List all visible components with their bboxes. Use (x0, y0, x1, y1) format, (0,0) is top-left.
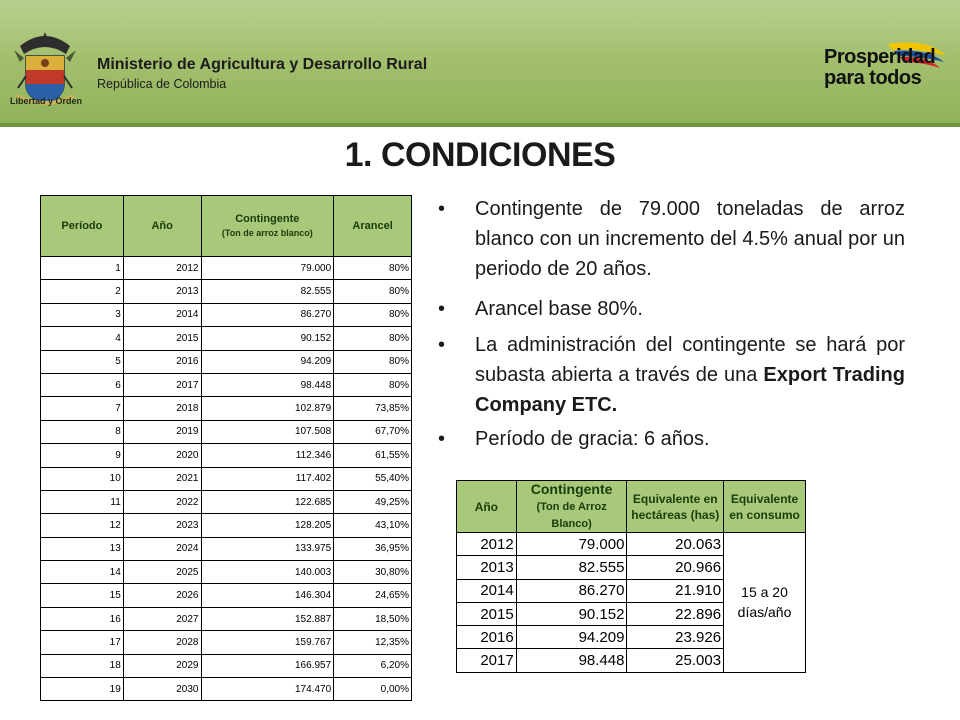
table-row (41, 444, 412, 467)
cell-contingente: 90.152 (516, 602, 627, 625)
table-row (41, 350, 412, 373)
cell-periodo: 1 (41, 257, 124, 280)
cell-anio: 2014 (457, 579, 517, 602)
table-row (41, 607, 412, 630)
cell-periodo: 7 (41, 397, 124, 420)
cell-arancel: 24,65% (334, 584, 412, 607)
cell-contingente: 112.346 (201, 444, 334, 467)
cell-contingente: 86.270 (516, 579, 627, 602)
cell-periodo: 14 (41, 561, 124, 584)
cell-periodo: 9 (41, 444, 124, 467)
header-contingente (201, 196, 334, 257)
cell-arancel: 73,85% (334, 397, 412, 420)
table-row (41, 654, 412, 677)
table-row (41, 257, 412, 280)
table-row (41, 631, 412, 654)
cell-arancel: 30,80% (334, 561, 412, 584)
bullet-contingente (430, 194, 905, 290)
table-row (41, 514, 412, 537)
table-row (41, 280, 412, 303)
cell-periodo: 5 (41, 350, 124, 373)
cell-contingente: 82.555 (201, 280, 334, 303)
bullet-text: La administración del contingente se hará por subasta abierta a través de una (475, 334, 905, 386)
cell-anio: 2021 (123, 467, 201, 490)
bullet-text: Período de gracia: 6 años. (475, 428, 710, 450)
cell-anio: 2013 (457, 556, 517, 579)
cell-anio: 2012 (457, 533, 517, 556)
cell-anio: 2012 (123, 257, 201, 280)
bullet-dot-icon: • (438, 428, 446, 450)
bullet-dot-icon: • (438, 334, 446, 356)
cell-contingente: 174.470 (201, 678, 334, 701)
cell-anio: 2029 (123, 654, 201, 677)
cell-hectareas: 20.966 (627, 556, 724, 579)
cell-anio: 2027 (123, 607, 201, 630)
cell-contingente: 79.000 (201, 257, 334, 280)
cell-anio: 2018 (123, 397, 201, 420)
cell-contingente: 107.508 (201, 420, 334, 443)
cell-hectareas: 23.926 (627, 626, 724, 649)
cell-periodo: 15 (41, 584, 124, 607)
cell-arancel: 36,95% (334, 537, 412, 560)
republic-name: República de Colombia (97, 77, 227, 91)
cell-arancel: 80% (334, 373, 412, 396)
cell-arancel: 80% (334, 280, 412, 303)
cell-contingente: 152.887 (201, 607, 334, 630)
cell-periodo: 19 (41, 678, 124, 701)
header-contingente-sub: (Ton de arroz blanco) (221, 228, 313, 238)
header-periodo: Período (41, 196, 124, 257)
cell-anio: 2014 (123, 303, 201, 326)
quota-table (40, 195, 412, 701)
cell-anio: 2028 (123, 631, 201, 654)
cell-contingente: 98.448 (516, 649, 627, 672)
cell-contingente: 94.209 (516, 626, 627, 649)
cell-arancel: 80% (334, 350, 412, 373)
cell-anio: 2022 (123, 490, 201, 513)
cell-hectareas: 20.063 (627, 533, 724, 556)
cell-anio: 2013 (123, 280, 201, 303)
table-row (41, 327, 412, 350)
cell-anio: 2017 (123, 373, 201, 396)
header2-hectareas: Equivalente en hectáreas (has) (627, 481, 724, 533)
table-row (41, 397, 412, 420)
bullet-dot-icon: • (438, 198, 446, 220)
cell-periodo: 4 (41, 327, 124, 350)
header-anio: Año (123, 196, 201, 257)
cell-anio: 2016 (123, 350, 201, 373)
bullet-dot-icon: • (438, 298, 446, 320)
cell-anio: 2025 (123, 561, 201, 584)
cell-arancel: 55,40% (334, 467, 412, 490)
cell-periodo: 17 (41, 631, 124, 654)
cell-arancel: 61,55% (334, 444, 412, 467)
header-arancel: Arancel (334, 196, 412, 257)
cell-contingente: 98.448 (201, 373, 334, 396)
page-title: 1. CONDICIONES (344, 136, 616, 174)
cell-anio: 2026 (123, 584, 201, 607)
table-row (41, 678, 412, 701)
cell-contingente: 140.003 (201, 561, 334, 584)
cell-contingente: 102.879 (201, 397, 334, 420)
header-contingente-label: Contingente (235, 213, 300, 225)
cell-periodo: 8 (41, 420, 124, 443)
cell-arancel: 12,35% (334, 631, 412, 654)
cell-anio: 2017 (457, 649, 517, 672)
cell-contingente: 122.685 (201, 490, 334, 513)
cell-arancel: 80% (334, 303, 412, 326)
cell-periodo: 18 (41, 654, 124, 677)
cell-arancel: 80% (334, 257, 412, 280)
cell-contingente: 86.270 (201, 303, 334, 326)
cell-periodo: 2 (41, 280, 124, 303)
cell-hectareas: 22.896 (627, 602, 724, 625)
cell-hectareas: 25.003 (627, 649, 724, 672)
cell-contingente: 79.000 (516, 533, 627, 556)
conditions-list (430, 194, 905, 456)
header2-consumo: Equivalente en consumo (724, 481, 806, 533)
cell-periodo: 11 (41, 490, 124, 513)
cell-contingente: 117.402 (201, 467, 334, 490)
table-row (41, 420, 412, 443)
cell-arancel: 0,00% (334, 678, 412, 701)
table-row (41, 303, 412, 326)
header2-contingente-sub: (Ton de Arroz Blanco) (536, 501, 607, 530)
cell-periodo: 13 (41, 537, 124, 560)
table-row (41, 537, 412, 560)
cell-arancel: 80% (334, 327, 412, 350)
header2-anio: Año (457, 481, 517, 533)
cell-contingente: 82.555 (516, 556, 627, 579)
cell-hectareas: 21.910 (627, 579, 724, 602)
cell-anio: 2016 (457, 626, 517, 649)
cell-anio: 2024 (123, 537, 201, 560)
table-row (41, 490, 412, 513)
cell-contingente: 94.209 (201, 350, 334, 373)
header2-contingente-label: Contingente (530, 481, 613, 497)
header2-contingente (516, 481, 627, 533)
cell-arancel: 67,70% (334, 420, 412, 443)
header-rule (0, 123, 960, 127)
bullet-arancel (430, 294, 905, 328)
ministry-name: Ministerio de Agricultura y Desarrollo Rural (97, 56, 428, 73)
bullet-administracion (430, 330, 905, 422)
cell-contingente: 128.205 (201, 514, 334, 537)
cell-contingente: 159.767 (201, 631, 334, 654)
cell-contingente: 166.957 (201, 654, 334, 677)
bullet-gracia (430, 424, 905, 456)
table-row (457, 533, 806, 556)
cell-anio: 2030 (123, 678, 201, 701)
table-row (41, 467, 412, 490)
equivalence-table (456, 480, 806, 673)
campaign-line-1: Prosperidad (824, 46, 936, 68)
cell-periodo: 6 (41, 373, 124, 396)
campaign-logo (820, 42, 950, 102)
campaign-line-2: para todos (824, 67, 922, 89)
cell-arancel: 6,20% (334, 654, 412, 677)
cell-consumo: 15 a 20 días/año (724, 533, 806, 673)
cell-arancel: 43,10% (334, 514, 412, 537)
cell-periodo: 3 (41, 303, 124, 326)
bullet-text: Arancel base 80%. (475, 298, 643, 320)
cell-contingente: 133.975 (201, 537, 334, 560)
cell-anio: 2023 (123, 514, 201, 537)
cell-periodo: 10 (41, 467, 124, 490)
table-row (41, 561, 412, 584)
motto-text: Libertad y Orden (9, 96, 82, 106)
bullet-bold-text: Export Trading Company ETC. (475, 364, 905, 416)
cell-arancel: 49,25% (334, 490, 412, 513)
table-row (41, 584, 412, 607)
cell-contingente: 90.152 (201, 327, 334, 350)
cell-periodo: 16 (41, 607, 124, 630)
cell-anio: 2019 (123, 420, 201, 443)
cell-periodo: 12 (41, 514, 124, 537)
cell-anio: 2015 (123, 327, 201, 350)
cell-anio: 2020 (123, 444, 201, 467)
cell-contingente: 146.304 (201, 584, 334, 607)
bullet-text: Contingente de 79.000 toneladas de arroz blanco con un incremento del 4.5% anual por un periodo de 20 años. (475, 198, 905, 280)
table-row (41, 373, 412, 396)
cell-anio: 2015 (457, 602, 517, 625)
cell-arancel: 18,50% (334, 607, 412, 630)
